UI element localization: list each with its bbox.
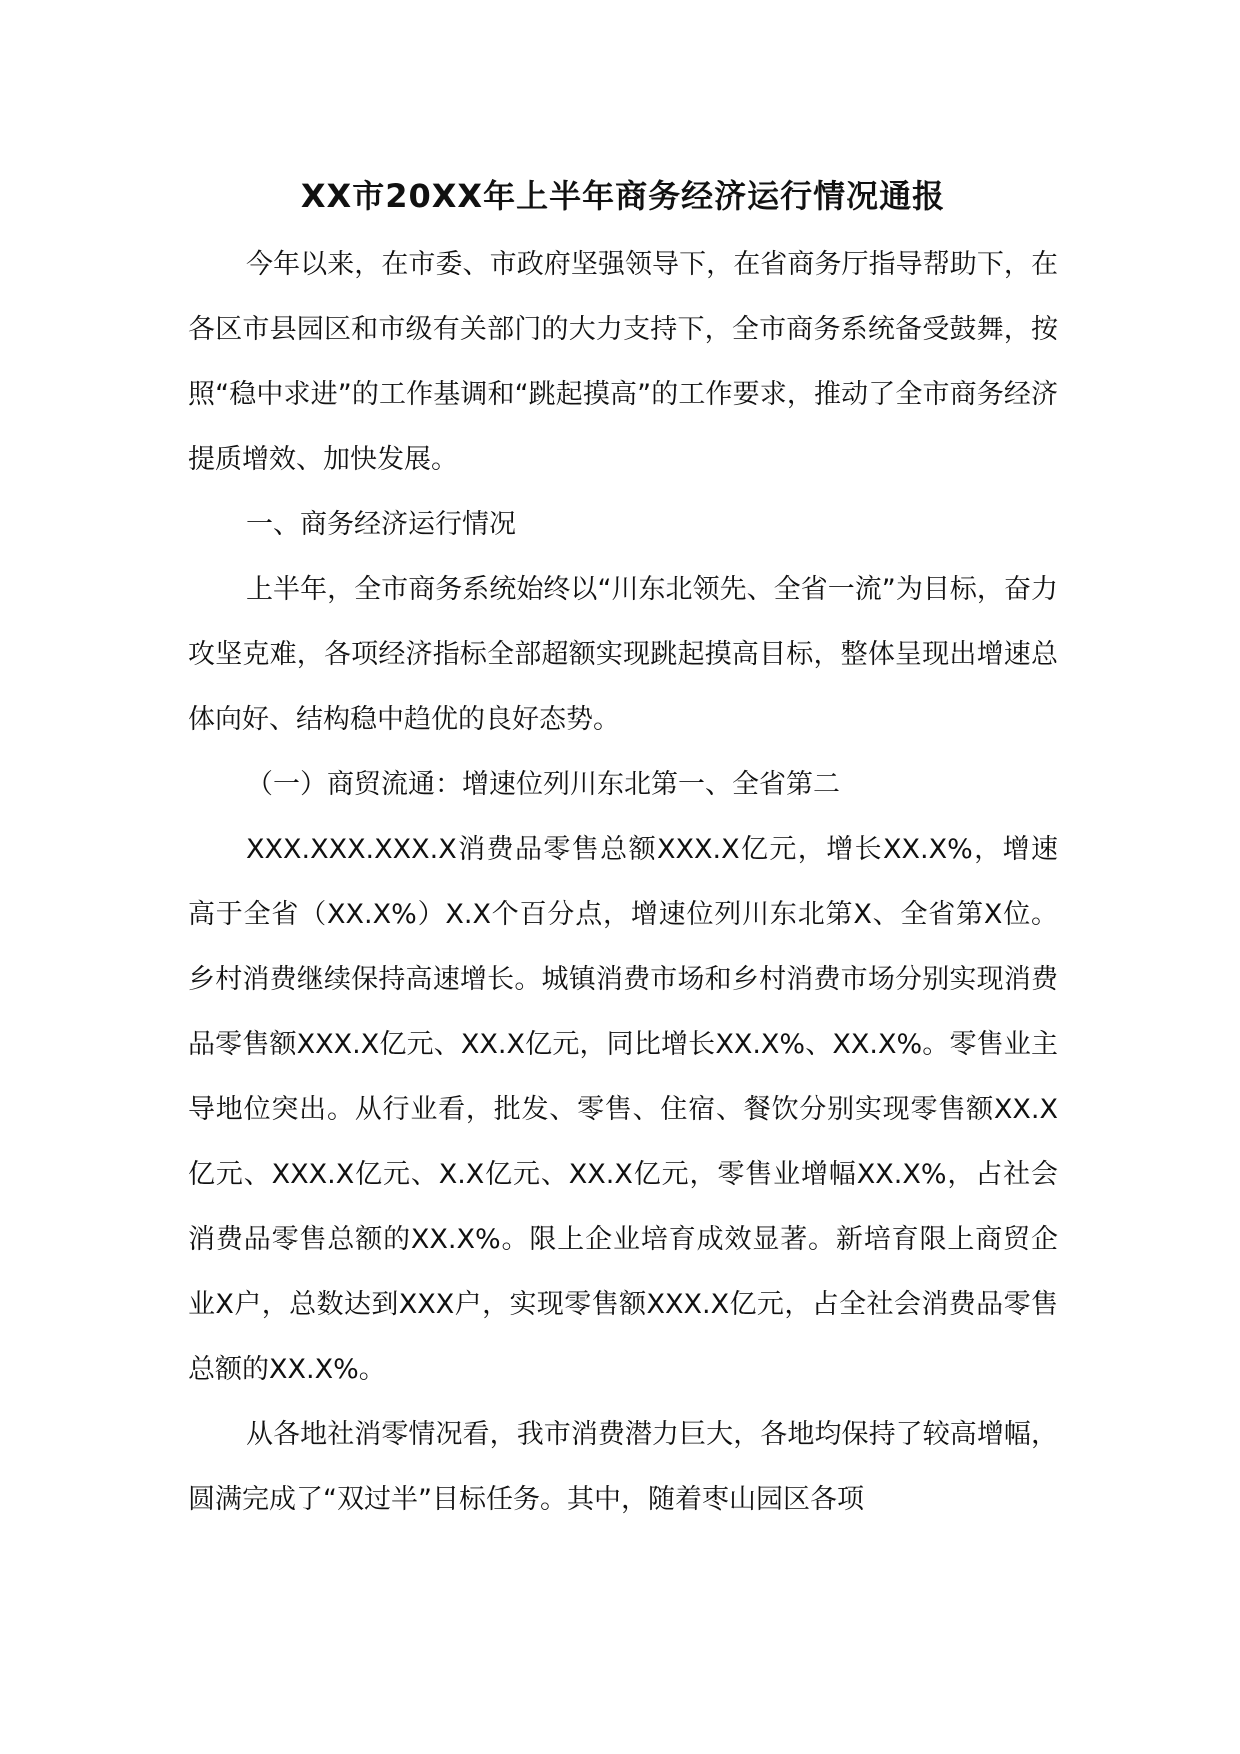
section-heading-1: 一、商务经济运行情况	[246, 509, 516, 540]
paragraph-regional-consumption: 从各地社消零情况看，我市消费潜力巨大，各地均保持了较高增幅，圆满完成了“双过半”目标任务。其中，随着枣山园区各项	[188, 1419, 1058, 1515]
document-page	[188, 170, 1058, 1532]
paragraph-retail-stats: XXX.XXX.XXX.X消费品零售总额XXX.X亿元，增长XX.X%，增速高于全省（XX.X%）X.X个百分点，增速位列川东北第X、全省第X位。乡村消费继续保持高速增长。城镇消费市场和乡村消费市场分别实现消费品零售额XXX.X亿元、XX.X亿元，同比增长XX.X%、XX.X%。零售业主导地位突出。从行业看，批发、零售、住宿、餐饮分别实现零售额XX.X亿元、XXX.X亿元、X.X亿元、XX.X亿元，零售业增幅XX.X%，占社会消费品零售总额的XX.X%。限上企业培育成效显著。新培育限上商贸企业X户，总数达到XXX户，实现零售额XXX.X亿元，占全社会消费品零售总额的XX.X%。	[188, 834, 1058, 1385]
paragraph-intro: 今年以来，在市委、市政府坚强领导下，在省商务厅指导帮助下，在各区市县园区和市级有关部门的大力支持下，全市商务系统备受鼓舞，按照“稳中求进”的工作基调和“跳起摸高”的工作要求，推动了全市商务经济提质增效、加快发展。	[188, 249, 1058, 475]
paragraph-overview: 上半年，全市商务系统始终以“川东北领先、全省一流”为目标，奋力攻坚克难，各项经济指标全部超额实现跳起摸高目标，整体呈现出增速总体向好、结构稳中趋优的良好态势。	[188, 574, 1058, 735]
document-title: XX市20XX年上半年商务经济运行情况通报	[300, 177, 946, 215]
subsection-heading-1: （一）商贸流通：增速位列川东北第一、全省第二	[246, 769, 840, 800]
